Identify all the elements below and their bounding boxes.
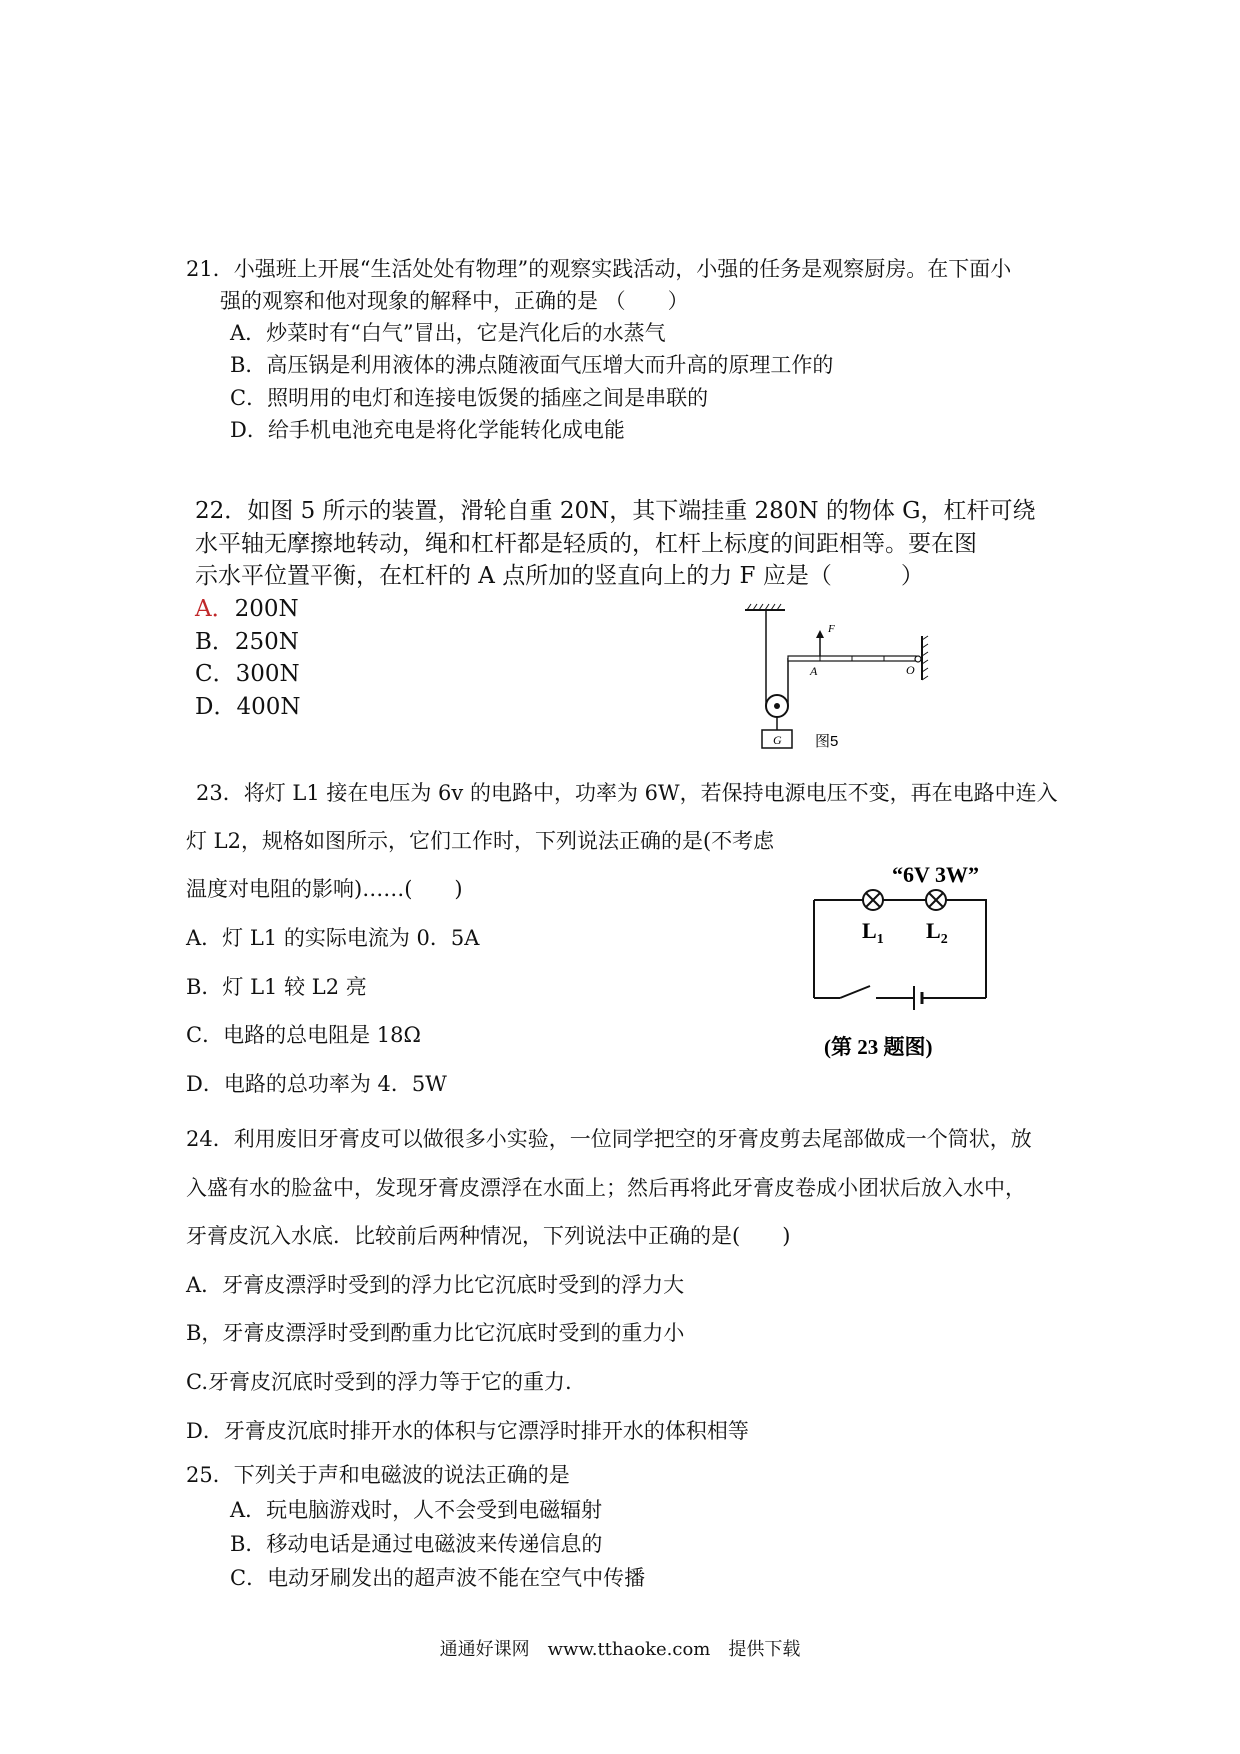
q25-option-c: C．电动牙刷发出的超声波不能在空气中传播 — [230, 1566, 646, 1590]
q23-option-a: A．灯 L1 的实际电流为 0．5A — [186, 926, 480, 950]
q22-option-c-label: C． — [195, 661, 236, 687]
rating-label: “6V 3W” — [892, 862, 979, 887]
lamp-l1-icon — [863, 890, 883, 910]
q22-stem-line3: 示水平位置平衡，在杠杆的 A 点所加的竖直向上的力 F 应是（ ） — [195, 563, 924, 589]
q22-option-d-label: D． — [195, 694, 237, 720]
label-l1: $L_1$ — [862, 918, 884, 947]
q25-option-b: B．移动电话是通过电磁波来传递信息的 — [230, 1532, 603, 1556]
q23-stem-line2: 灯 L2，规格如图所示，它们工作时，下列说法正确的是(不考虑 — [186, 829, 775, 853]
switch-lever — [840, 986, 870, 998]
q22-option-a — [195, 595, 299, 623]
q22-option-b-text: 250N — [234, 629, 299, 655]
q21-option-c: C．照明用的电灯和连接电饭煲的插座之间是串联的 — [230, 386, 709, 410]
q23-option-b: B．灯 L1 较 L2 亮 — [186, 975, 367, 999]
q24-stem-line1: 24．利用废旧牙膏皮可以做很多小实验，一位同学把空的牙膏皮剪去尾部做成一个筒状，放 — [186, 1127, 1032, 1151]
figure-23-caption: (第 23 题图) — [824, 1035, 933, 1059]
q21-option-d: D．给手机电池充电是将化学能转化成电能 — [230, 418, 625, 442]
q25-stem: 25．下列关于声和电磁波的说法正确的是 — [186, 1463, 570, 1487]
q22-option-a-label: A． — [195, 596, 235, 622]
pivot-o — [915, 656, 921, 662]
lamp-l2-icon — [926, 890, 946, 910]
q22-option-d-text: 400N — [236, 694, 301, 720]
label-o: O — [906, 663, 915, 677]
q23-stem-line1: 23．将灯 L1 接在电压为 6v 的电路中，功率为 6W，若保持电源电压不变，再在电路中连入 — [196, 781, 1058, 805]
figure-5-caption: 图5 — [815, 733, 839, 750]
q21-option-a: A．炒菜时有“白气”冒出，它是汽化后的水蒸气 — [230, 321, 666, 345]
q22-option-a-text: 200N — [234, 596, 299, 622]
label-l2: $L_2$ — [926, 918, 948, 947]
force-arrow-head — [816, 630, 824, 638]
q21-stem-line1: 21．小强班上开展“生活处处有物理”的观察实践活动，小强的任务是观察厨房。在下面小 — [186, 257, 1012, 281]
figure-23-circuit — [810, 850, 1010, 1065]
label-g: G — [773, 733, 782, 747]
q23-stem-line3: 温度对电阻的影响)……( ) — [186, 877, 463, 901]
label-a: A — [810, 664, 818, 678]
q24-option-a: A．牙膏皮漂浮时受到的浮力比它沉底时受到的浮力大 — [186, 1273, 685, 1297]
q24-option-d: D．牙膏皮沉底时排开水的体积与它漂浮时排开水的体积相等 — [186, 1419, 749, 1443]
q22-option-b-label: B． — [195, 629, 235, 655]
q24-option-b: B，牙膏皮漂浮时受到酌重力比它沉底时受到的重力小 — [186, 1321, 685, 1345]
page-footer: 通通好课网 www.tthaoke.com 提供下载 — [439, 1639, 801, 1660]
q22-option-b — [195, 628, 299, 656]
q22-option-c — [195, 660, 300, 688]
q23-option-d: D．电路的总功率为 4．5W — [186, 1072, 447, 1096]
q21-stem-line2: 强的观察和他对现象的解释中，正确的是 （ ） — [220, 289, 689, 313]
q23-option-c: C．电路的总电阻是 18Ω — [186, 1023, 421, 1047]
q25-option-a: A．玩电脑游戏时，人不会受到电磁辐射 — [230, 1498, 603, 1522]
q22-option-c-text: 300N — [235, 661, 300, 687]
q22-option-d — [195, 693, 300, 721]
label-f: F — [828, 623, 835, 635]
q24-stem-line3: 牙膏皮沉入水底．比较前后两种情况，下列说法中正确的是( ) — [186, 1224, 791, 1248]
q24-option-c: C.牙膏皮沉底时受到的浮力等于它的重力. — [186, 1370, 572, 1394]
wire-right — [946, 900, 986, 998]
pulley-axle — [774, 703, 780, 709]
figure-5-lever-pulley — [730, 600, 950, 760]
q21-option-b: B．高压锅是利用液体的沸点随液面气压增大而升高的原理工作的 — [230, 353, 834, 377]
q22-stem-line1: 22．如图 5 所示的装置，滑轮自重 20N，其下端挂重 280N 的物体 G，杠杆可绕 — [195, 498, 1036, 524]
q24-stem-line2: 入盛有水的脸盆中，发现牙膏皮漂浮在水面上；然后再将此牙膏皮卷成小团状后放入水中， — [186, 1176, 1026, 1200]
q22-stem-line2: 水平轴无摩擦地转动，绳和杠杆都是轻质的，杠杆上标度的间距相等。要在图 — [195, 531, 977, 557]
